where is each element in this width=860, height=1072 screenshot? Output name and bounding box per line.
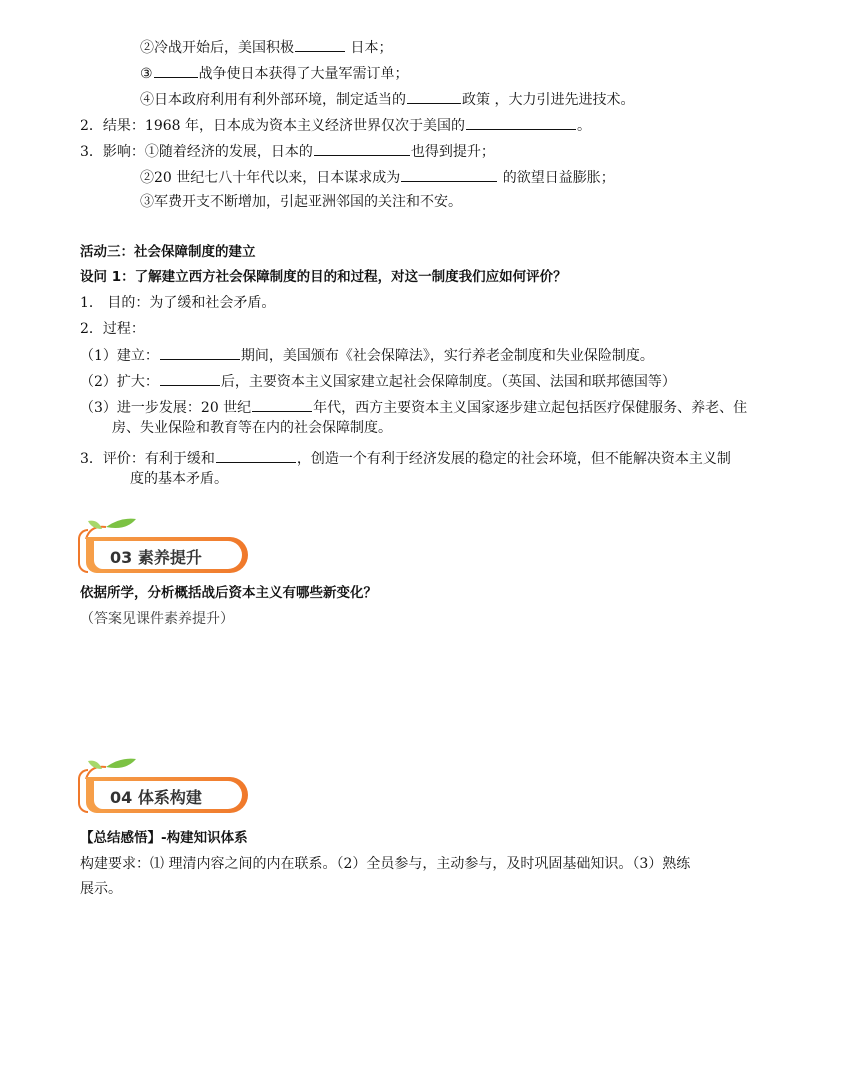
text-line: 2．结果：1968 年，日本成为资本主义经济世界仅次于美国的 。 [80, 115, 591, 135]
fill-blank[interactable] [466, 115, 576, 130]
badge-title: 04 体系构建 [110, 788, 202, 807]
section-badge-03 [74, 515, 264, 577]
text-line: 度的基本矛盾。 [130, 471, 228, 487]
fill-blank[interactable] [154, 63, 198, 78]
fill-blank[interactable] [252, 397, 312, 412]
section-badge-04 [74, 755, 264, 817]
text-line: （3）进一步发展：20 世纪 年代，西方主要资本主义国家逐步建立起包括医疗保健服务、养老、住 [80, 397, 747, 417]
text-line: 3．影响：①随着经济的发展，日本的 也得到提升； [80, 141, 495, 161]
text-line: ③军费开支不断增加，引起亚洲邻国的关注和不安。 [140, 194, 462, 210]
text-line: （1）建立： 期间，美国颁布《社会保障法》，实行养老金制度和失业保险制度。 [80, 345, 654, 365]
fill-blank[interactable] [295, 37, 345, 52]
text-line: ③ 战争使日本获得了大量军需订单； [140, 63, 409, 83]
text-line: 2．过程： [80, 321, 145, 337]
question-heading: 设问 1：了解建立西方社会保障制度的目的和过程，对这一制度我们应如何评价？ [80, 269, 567, 285]
summary-heading: 【总结感悟】-构建知识体系 [80, 830, 248, 846]
fill-blank[interactable] [160, 345, 240, 360]
text-line: ②冷战开始后，美国积极 日本； [140, 37, 392, 57]
text-line: ④日本政府利用有利外部环境，制定适当的 政策 ，大力引进先进技术。 [140, 89, 634, 109]
text-line: 1． 目的：为了缓和社会矛盾。 [80, 295, 276, 311]
fill-blank[interactable] [216, 448, 296, 463]
text-line: 展示。 [80, 881, 122, 897]
text-line: 3．评价：有利于缓和 ，创造一个有利于经济发展的稳定的社会环境，但不能解决资本主义制 [80, 448, 731, 468]
text-line: ②20 世纪七八十年代以来，日本谋求成为 的欲望日益膨胀； [140, 167, 615, 187]
text-line: （2）扩大： 后，主要资本主义国家建立起社会保障制度。（英国、法国和联邦德国等） [80, 371, 676, 391]
text-line: 房、失业保险和教育等在内的社会保障制度。 [112, 420, 392, 436]
activity-heading: 活动三：社会保障制度的建立 [80, 244, 256, 260]
fill-blank[interactable] [407, 89, 461, 104]
fill-blank[interactable] [160, 371, 220, 386]
question-heading: 依据所学，分析概括战后资本主义有哪些新变化？ [80, 585, 377, 601]
text-line: 构建要求：⑴ 理清内容之间的内在联系。（2）全员参与，主动参与，及时巩固基础知识。（3）熟练 [80, 856, 691, 872]
answer-note: （答案见课件素养提升） [80, 611, 234, 627]
fill-blank[interactable] [314, 141, 410, 156]
fill-blank[interactable] [401, 167, 497, 182]
badge-title: 03 素养提升 [110, 548, 202, 567]
